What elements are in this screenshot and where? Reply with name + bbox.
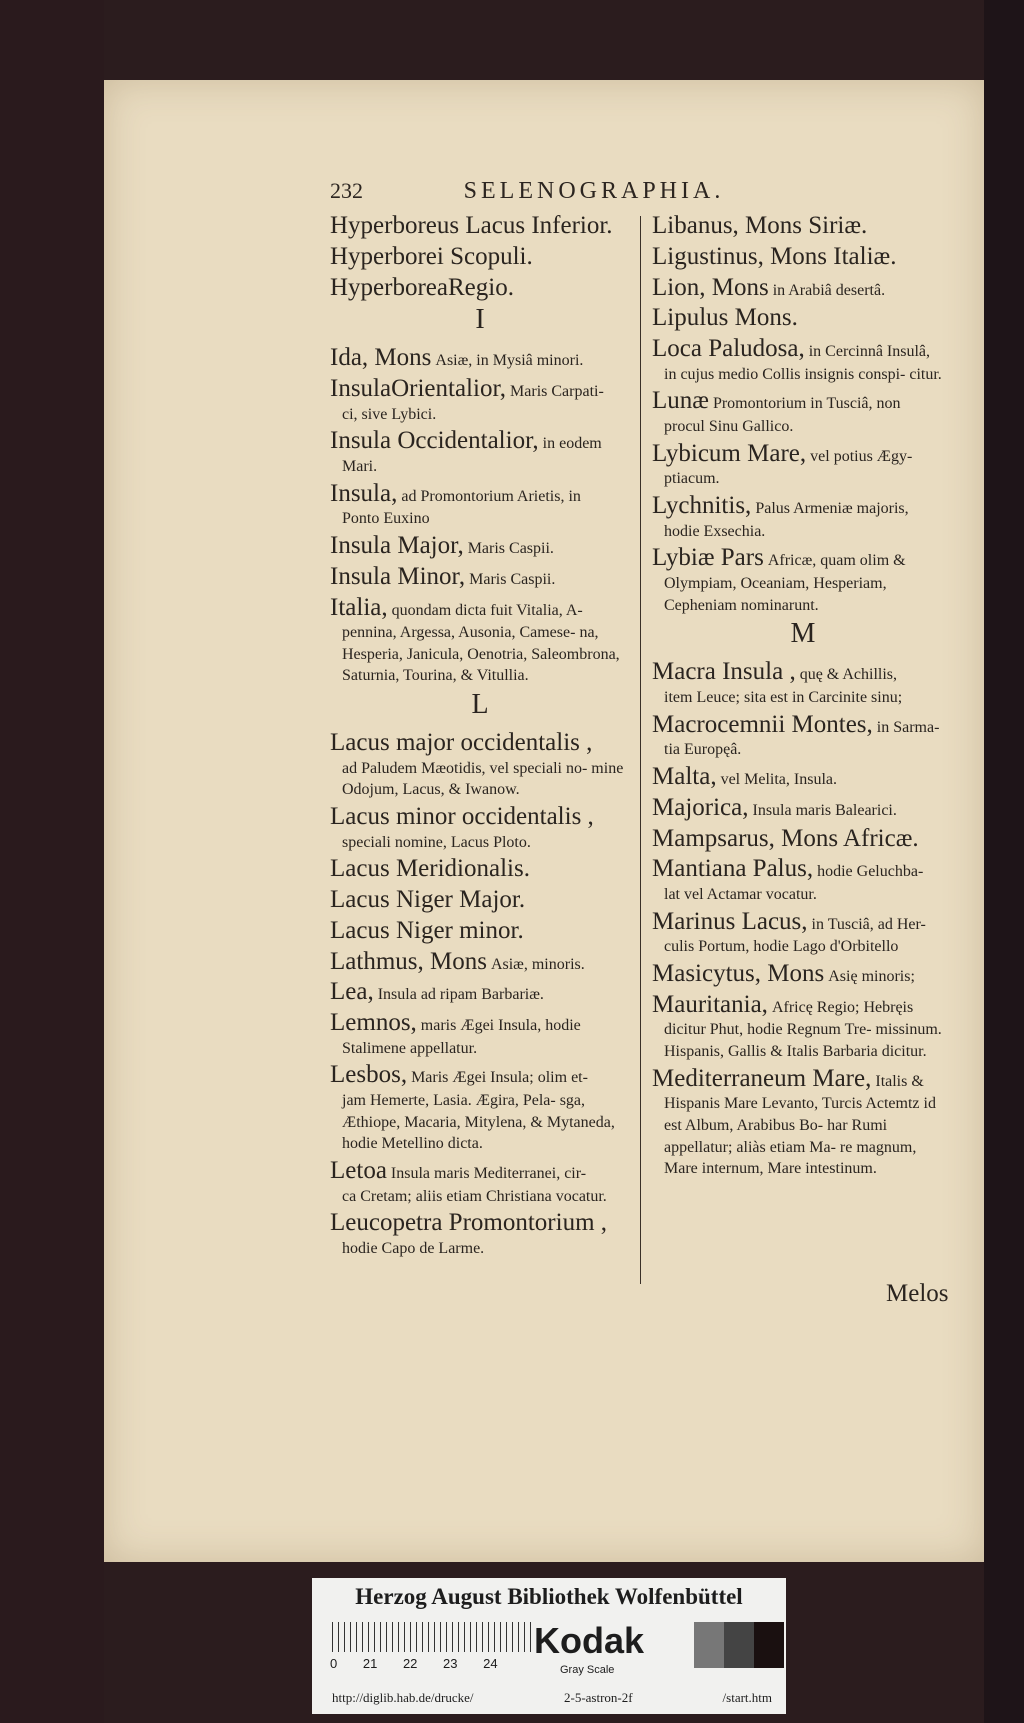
- entry-description: Maris Ægei Insula; olim et-: [411, 1069, 588, 1087]
- gazetteer-entry: [330, 886, 630, 915]
- gazetteer-entry: [330, 594, 630, 688]
- entry-headword: Leucopetra Promontorium ,: [330, 1209, 608, 1237]
- library-color-target: [312, 1578, 786, 1714]
- gazetteer-entry: [652, 960, 954, 989]
- entry-continuation: hodie Capo de Larme.: [342, 1240, 485, 1258]
- entry-continuation: in cujus medio Collis insignis conspi- citur.: [664, 365, 942, 383]
- entry-headword: Lacus Niger Major.: [330, 886, 526, 914]
- entry-headword: Ida, Mons: [330, 344, 432, 372]
- gazetteer-entry: [652, 387, 954, 437]
- entry-description: Asiæ, in Mysiâ minori.: [435, 352, 584, 370]
- gazetteer-entry: [652, 212, 954, 241]
- left-column: [330, 212, 630, 1262]
- entry-headword: Lemnos,: [330, 1009, 417, 1037]
- entry-description: vel potius Ægy-: [810, 447, 913, 465]
- entry-headword: Lesbos,: [330, 1061, 408, 1089]
- gazetteer-entry: [330, 243, 630, 272]
- entry-headword: Lion, Mons: [652, 273, 769, 301]
- page-number: 232: [330, 178, 363, 203]
- entry-description: Insula maris Balearici.: [752, 801, 897, 819]
- gazetteer-entry: [652, 544, 954, 616]
- gray-swatch-mid: [724, 1622, 754, 1668]
- ruler-label: 21: [362, 1656, 378, 1671]
- gazetteer-entry: [652, 492, 954, 542]
- gazetteer-entry: [652, 991, 954, 1063]
- gazetteer-entry: [652, 440, 954, 490]
- url-right[interactable]: /start.htm: [722, 1690, 772, 1705]
- entry-headword: InsulaOrientalior,: [330, 375, 507, 402]
- entry-headword: Lipulus Mons.: [652, 304, 798, 332]
- gazetteer-entry: [330, 274, 630, 303]
- entry-headword: Mediterraneum Mare,: [652, 1064, 872, 1092]
- entry-continuation: Stalimene appellatur.: [342, 1039, 478, 1057]
- entry-description: Insula maris Mediterranei, cir-: [390, 1164, 587, 1182]
- gazetteer-entry: [330, 803, 630, 853]
- gazetteer-entry: [652, 658, 954, 708]
- entry-description: Asiæ, minoris.: [490, 955, 585, 973]
- entry-headword: Lacus minor occidentalis ,: [330, 803, 594, 830]
- entry-continuation: Olympiam, Oceaniam, Hesperiam, Cepheniam nominarunt.: [664, 575, 887, 614]
- kodak-logo: Kodak: [534, 1620, 645, 1661]
- gazetteer-entry: [652, 243, 954, 272]
- entry-description: quę & Achillis,: [799, 666, 898, 684]
- ruler-labels: [330, 1656, 540, 1671]
- entry-headword: Insula,: [330, 479, 398, 507]
- entry-continuation: jam Hemerte, Lasia. Ægira, Pela- sga, Æthiope, Macaria, Mitylena, & Mytaneda, hodie Metellino dicta.: [342, 1092, 615, 1153]
- entry-headword: Lybiæ Pars: [652, 544, 764, 572]
- ruler-label: 23: [443, 1656, 458, 1671]
- entry-description: Italis &: [875, 1072, 924, 1090]
- gazetteer-entry: [652, 794, 954, 823]
- entry-description: Maris Carpati-: [510, 383, 604, 400]
- gazetteer-entry: [652, 855, 954, 905]
- entry-headword: Lacus Meridionalis.: [330, 855, 530, 883]
- gazetteer-entry: [330, 532, 630, 561]
- gazetteer-entry: [652, 335, 954, 385]
- ruler-label: 0: [330, 1656, 338, 1671]
- entry-continuation: lat vel Actamar vocatur.: [664, 886, 817, 903]
- library-name: Herzog August Bibliothek Wolfenbüttel: [355, 1584, 743, 1609]
- entry-headword: Insula Major,: [330, 532, 464, 560]
- entry-headword: Lacus Niger minor.: [330, 916, 524, 944]
- entry-description: Maris Caspii.: [469, 570, 556, 588]
- gazetteer-entry: [652, 1065, 954, 1180]
- entry-headword: Lychnitis,: [652, 492, 752, 520]
- entry-description: maris Ægei Insula, hodie: [420, 1017, 581, 1035]
- entry-headword: Macra Insula ,: [652, 658, 796, 686]
- entry-description: Palus Armeniæ majoris,: [755, 500, 909, 518]
- entry-headword: Marinus Lacus,: [652, 907, 808, 935]
- entry-description: Maris Caspii.: [467, 540, 554, 558]
- gazetteer-entry: [330, 1209, 630, 1259]
- column-divider: [640, 216, 641, 1284]
- entry-headword: Libanus, Mons Siriæ.: [652, 212, 868, 239]
- entry-headword: Lacus major occidentalis ,: [330, 729, 593, 757]
- right-column: [652, 212, 954, 1182]
- gazetteer-entry: [330, 563, 630, 592]
- gazetteer-entry: [330, 375, 630, 425]
- url-mid[interactable]: 2-5-astron-2f: [564, 1690, 633, 1705]
- entry-continuation: procul Sinu Gallico.: [664, 418, 794, 436]
- entry-continuation: dicitur Phut, hodie Regnum Tre- missinum. Hispanis, Gallis & Italis Barbaria dicitur.: [664, 1021, 942, 1061]
- gazetteer-entry: [652, 908, 954, 958]
- entry-headword: Lunæ: [652, 387, 709, 415]
- gazetteer-entry: [330, 427, 630, 477]
- entry-description: in Sarma-: [876, 718, 940, 736]
- entry-description: Promontorium in Tusciâ, non: [712, 395, 901, 413]
- section-letter: I: [475, 304, 485, 336]
- entry-headword: Malta,: [652, 763, 717, 790]
- entry-continuation: ptiacum.: [664, 470, 720, 488]
- gazetteer-entry: [330, 729, 630, 801]
- entry-description: in Arabiâ desertâ.: [772, 281, 886, 299]
- gazetteer-entry: [330, 978, 630, 1007]
- entry-continuation: culis Portum, hodie Lago d'Orbitello: [664, 938, 899, 956]
- entry-continuation: pennina, Argessa, Ausonia, Camese- na, Hesperia, Janicula, Oenotria, Saleombrona, Saturnia, Tourina, & Vitullia.: [342, 624, 620, 685]
- entry-description: Asię minoris;: [828, 967, 915, 985]
- catchword: Melos: [886, 1280, 949, 1307]
- entry-headword: Loca Paludosa,: [652, 335, 805, 362]
- entry-continuation: hodie Exsechia.: [664, 522, 766, 540]
- entry-headword: Majorica,: [652, 793, 749, 821]
- gazetteer-entry: [652, 825, 954, 854]
- scan-background-right: [984, 0, 1024, 1723]
- entry-description: hodie Geluchba-: [817, 863, 924, 881]
- entry-headword: Lea,: [330, 978, 374, 1006]
- running-title: SELENOGRAPHIA.: [463, 178, 725, 204]
- entry-continuation: ca Cretam; aliis etiam Christiana vocatur.: [342, 1187, 607, 1205]
- gazetteer-entry: [330, 1157, 630, 1207]
- section-letter: L: [471, 689, 489, 721]
- gazetteer-entry: [652, 763, 954, 792]
- entry-headword: Hyperboreus Lacus Inferior.: [330, 212, 613, 239]
- entry-headword: Mampsarus, Mons Africæ.: [652, 824, 919, 852]
- entry-continuation: item Leuce; sita est in Carcinite sinu;: [664, 689, 903, 707]
- entry-description: in Cercinnâ Insulâ,: [808, 343, 931, 360]
- entry-headword: Letoa: [330, 1156, 387, 1184]
- gazetteer-entry: [652, 304, 954, 333]
- gazetteer-entry: [330, 212, 630, 241]
- gazetteer-entry: [330, 1009, 630, 1059]
- ruler-scale: [332, 1622, 532, 1652]
- entry-headword: Lybicum Mare,: [652, 439, 807, 467]
- entry-headword: Hyperborei Scopuli.: [330, 242, 533, 270]
- section-letter: M: [790, 618, 816, 650]
- url-left[interactable]: http://diglib.hab.de/drucke/: [332, 1690, 474, 1705]
- gazetteer-entry: [330, 480, 630, 530]
- entry-description: Africę Regio; Hebręis: [771, 998, 914, 1016]
- entry-continuation: Ponto Euxino: [342, 510, 430, 528]
- entry-headword: Masicytus, Mons: [652, 959, 825, 987]
- entry-description: ad Promontorium Arietis, in: [401, 487, 581, 505]
- entry-headword: Mauritania,: [652, 990, 768, 1018]
- gazetteer-entry: [330, 344, 630, 373]
- entry-headword: Lathmus, Mons: [330, 947, 487, 975]
- entry-continuation: ad Paludem Mæotidis, vel speciali no- mine Odojum, Lacus, & Iwanow.: [342, 759, 624, 799]
- entry-continuation: Mari.: [342, 458, 378, 476]
- gazetteer-entry: [652, 274, 954, 303]
- entry-continuation: Hispanis Mare Levanto, Turcis Actemtz id est Album, Arabibus Bo- har Rumi appellatur; aliàs etiam Ma- re magnum, Mare internum, Mare intestinum.: [664, 1095, 936, 1178]
- gazetteer-entry: [330, 855, 630, 884]
- gazetteer-entry: [330, 917, 630, 946]
- entry-headword: Insula Occidentalior,: [330, 427, 539, 455]
- gazetteer-entry: [652, 711, 954, 761]
- entry-headword: Insula Minor,: [330, 562, 466, 590]
- ruler-label: 22: [402, 1656, 418, 1671]
- entry-continuation: tia Europęâ.: [664, 741, 742, 759]
- gazetteer-entry: [330, 948, 630, 977]
- entry-headword: Italia,: [330, 593, 388, 621]
- entry-description: in Tusciâ, ad Her-: [811, 915, 926, 933]
- scan-background-left: [0, 0, 104, 1723]
- entry-continuation: ci, sive Lybici.: [342, 405, 437, 423]
- gray-swatch-light: [694, 1622, 724, 1668]
- gazetteer-entry: [330, 1061, 630, 1155]
- entry-headword: Ligustinus, Mons Italiæ.: [652, 242, 897, 270]
- entry-headword: Mantiana Palus,: [652, 855, 814, 883]
- entry-description: vel Melita, Insula.: [720, 771, 837, 788]
- entry-description: in eodem: [542, 435, 602, 453]
- gray-swatch-dark: [754, 1622, 784, 1668]
- entry-description: quondam dicta fuit Vitalia, A-: [391, 601, 583, 619]
- entry-continuation: speciali nomine, Lacus Ploto.: [342, 833, 531, 851]
- entry-description: Insula ad ripam Barbariæ.: [377, 986, 544, 1004]
- entry-description: Africæ, quam olim &: [767, 552, 906, 570]
- ruler-label: 24: [483, 1656, 498, 1671]
- page-header: [226, 178, 786, 208]
- entry-headword: HyperboreaRegio.: [330, 273, 514, 301]
- entry-headword: Macrocemnii Montes,: [652, 710, 873, 738]
- gray-scale-label: Gray Scale: [560, 1664, 615, 1676]
